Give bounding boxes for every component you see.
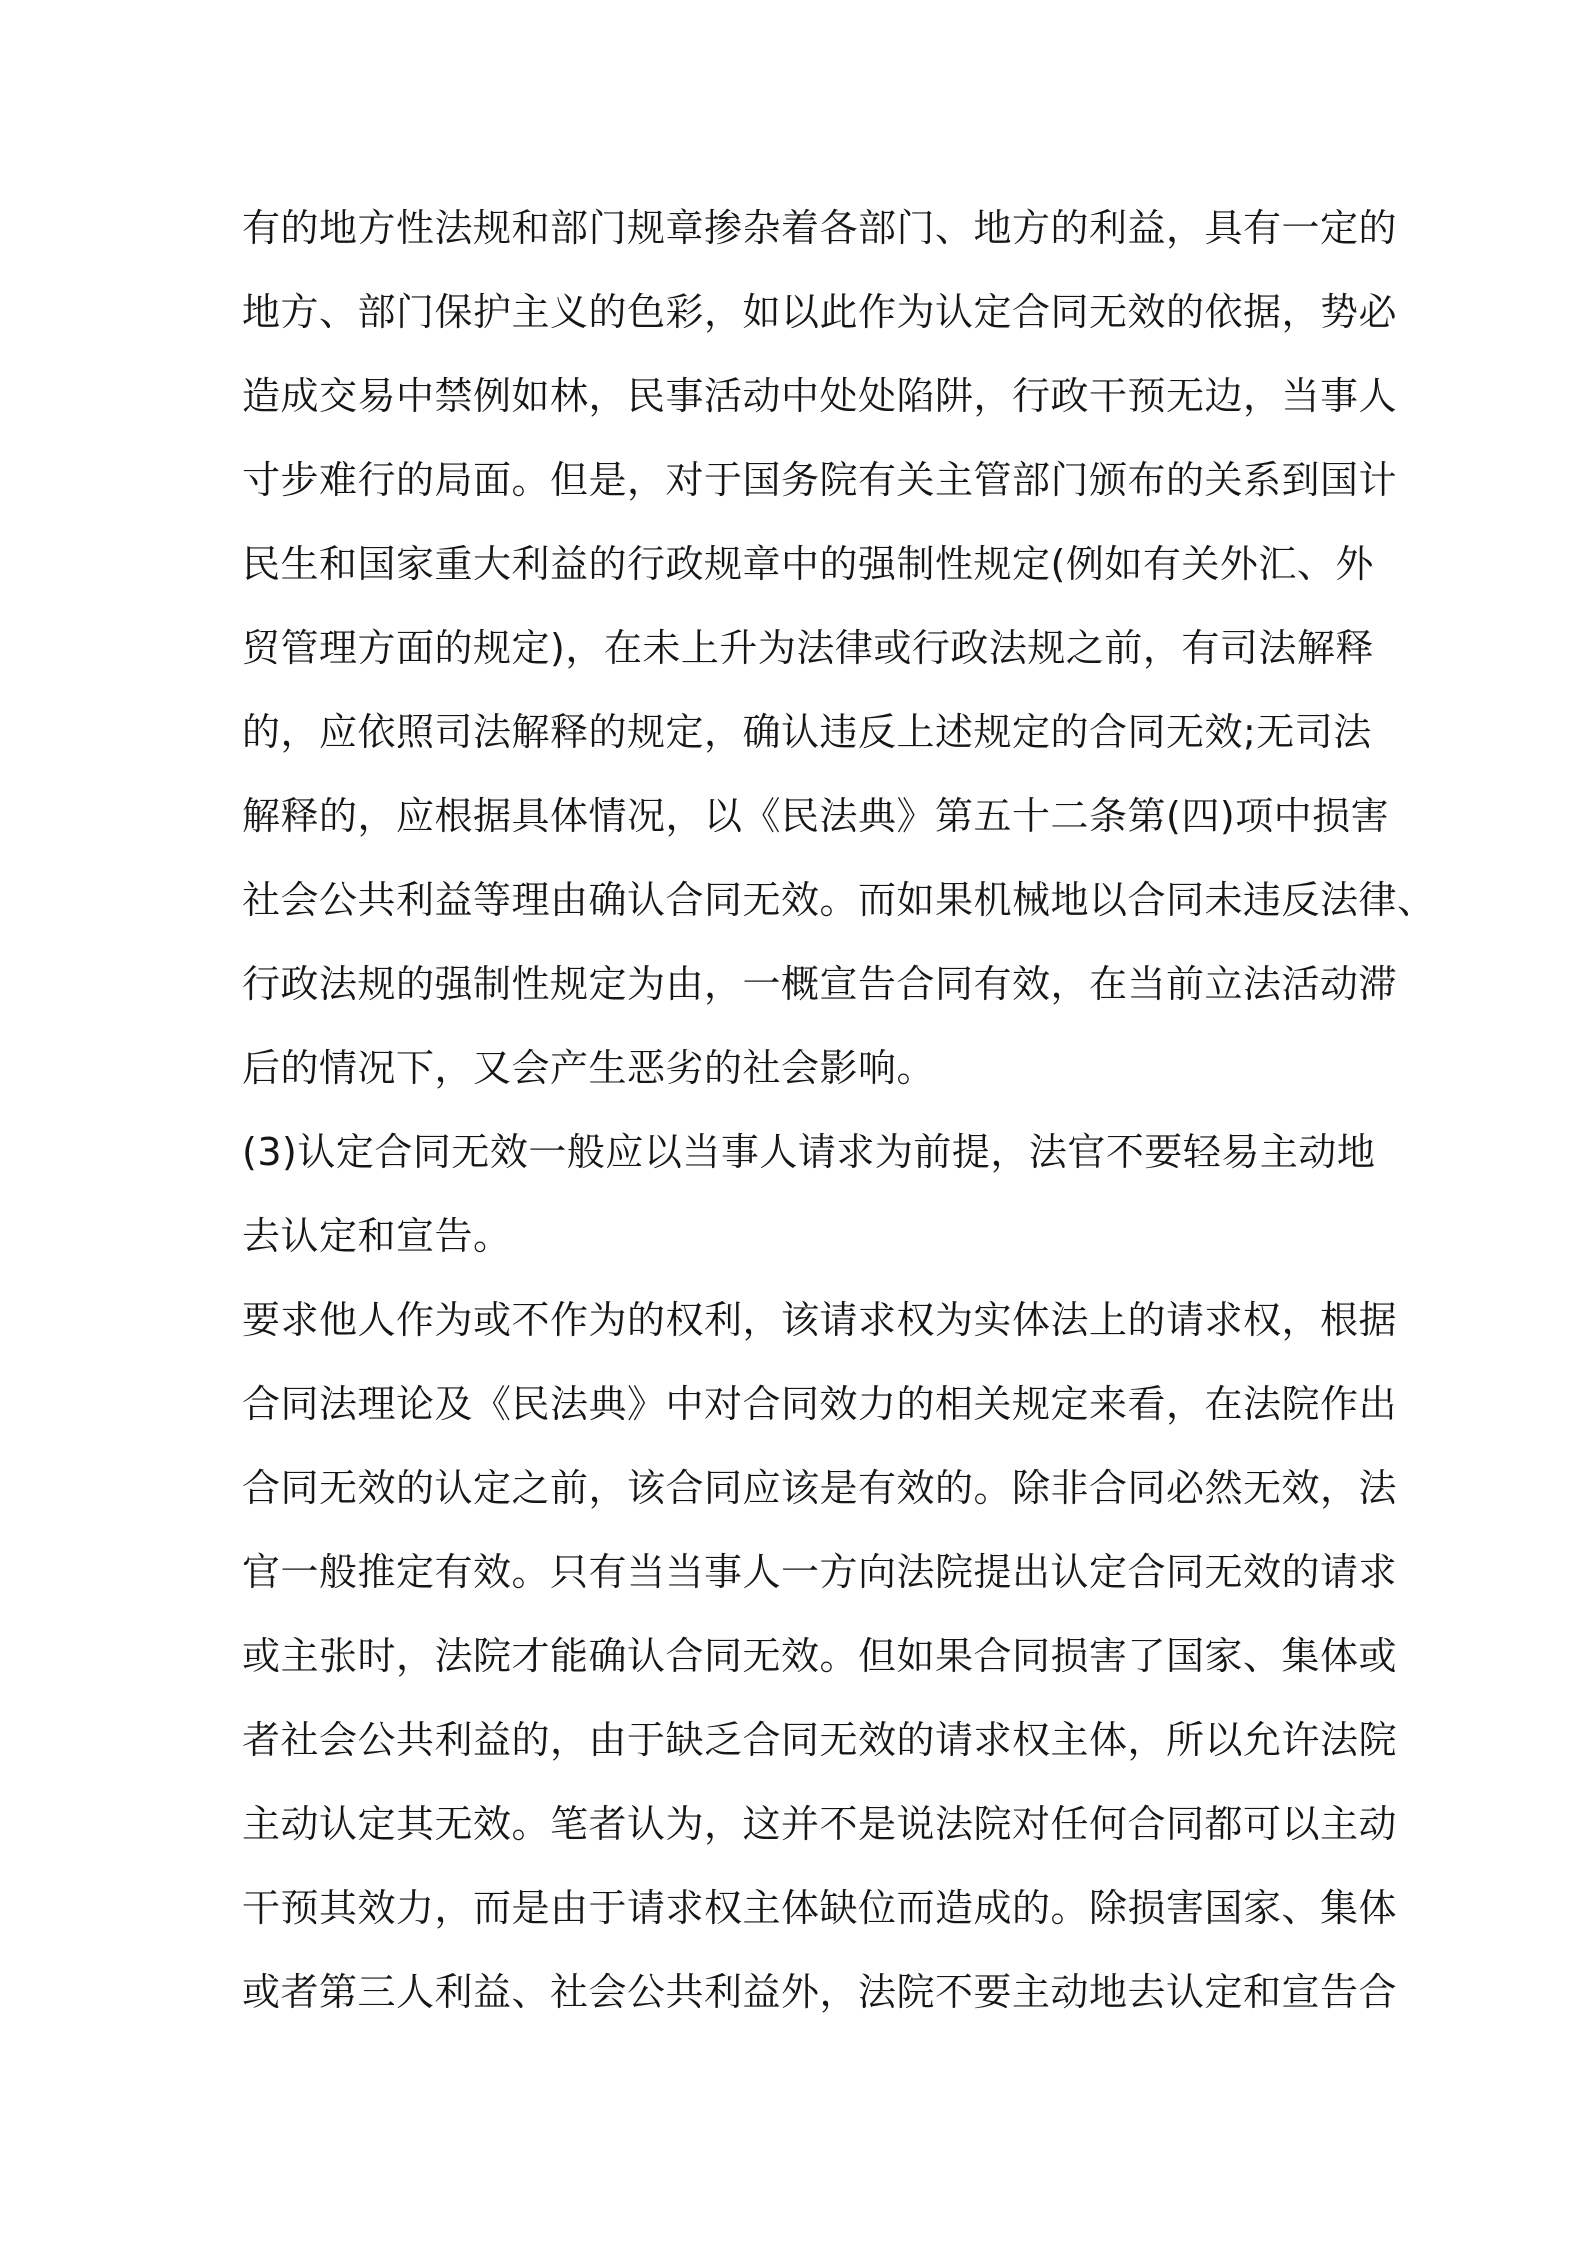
text-line: 地方、部门保护主义的色彩，如以此作为认定合同无效的依据，势必: [242, 290, 1398, 334]
section-heading: 去认定和宣告。: [242, 1214, 512, 1258]
text-line: 后的情况下，又会产生恶劣的社会影响。: [242, 1046, 936, 1090]
text-line: 造成交易中禁例如林，民事活动中处处陷阱，行政干预无边，当事人: [242, 374, 1398, 418]
text-line: 的，应依照司法解释的规定，确认违反上述规定的合同无效;无司法: [242, 710, 1372, 754]
text-line: 主动认定其无效。笔者认为，这并不是说法院对任何合同都可以主动: [242, 1802, 1398, 1846]
text-line: 干预其效力，而是由于请求权主体缺位而造成的。除损害国家、集体: [242, 1886, 1398, 1930]
text-line: 者社会公共利益的，由于缺乏合同无效的请求权主体，所以允许法院: [242, 1718, 1398, 1762]
text-line: 贸管理方面的规定)，在未上升为法律或行政法规之前，有司法解释: [242, 626, 1374, 670]
text-line: 社会公共利益等理由确认合同无效。而如果机械地以合同未违反法律、: [242, 878, 1436, 922]
text-line: 有的地方性法规和部门规章掺杂着各部门、地方的利益，具有一定的: [242, 206, 1398, 250]
text-line: 民生和国家重大利益的行政规章中的强制性规定(例如有关外汇、外: [242, 542, 1374, 586]
text-line: 解释的，应根据具体情况，以《民法典》第五十二条第(四)项中损害: [242, 794, 1390, 838]
text-line: 要求他人作为或不作为的权利，该请求权为实体法上的请求权，根据: [242, 1298, 1398, 1342]
text-line: 合同无效的认定之前，该合同应该是有效的。除非合同必然无效，法: [242, 1466, 1398, 1510]
section-heading: (3)认定合同无效一般应以当事人请求为前提，法官不要轻易主动地: [242, 1130, 1376, 1174]
text-line: 合同法理论及《民法典》中对合同效力的相关规定来看，在法院作出: [242, 1382, 1398, 1426]
text-line: 行政法规的强制性规定为由，一概宣告合同有效，在当前立法活动滞: [242, 962, 1398, 1006]
text-line: 官一般推定有效。只有当当事人一方向法院提出认定合同无效的请求: [242, 1550, 1398, 1594]
text-line: 或主张时，法院才能确认合同无效。但如果合同损害了国家、集体或: [242, 1634, 1398, 1678]
text-line: 或者第三人利益、社会公共利益外，法院不要主动地去认定和宣告合: [242, 1970, 1398, 2014]
text-line: 寸步难行的局面。但是，对于国务院有关主管部门颁布的关系到国计: [242, 458, 1398, 502]
